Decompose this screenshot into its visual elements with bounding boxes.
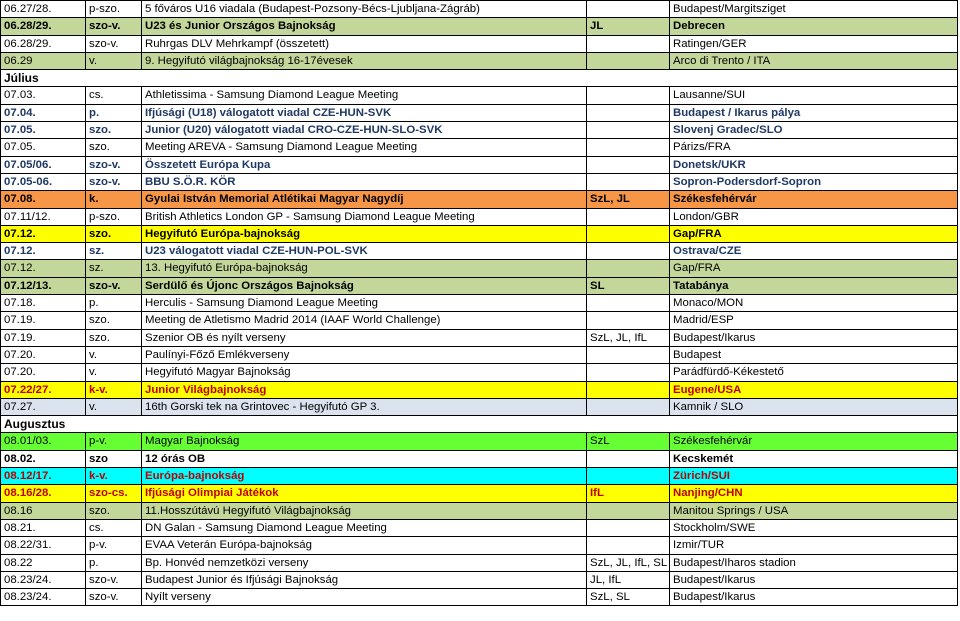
date-cell: 08.16/28. <box>1 485 86 502</box>
category-cell <box>587 87 670 104</box>
venue-cell: Budapest/Iharos stadion <box>670 554 958 571</box>
table-row <box>1 589 958 606</box>
category-cell <box>587 537 670 554</box>
day-cell: szo-v. <box>86 589 142 606</box>
month-header-row <box>1 70 958 87</box>
event-cell: Meeting de Atletismo Madrid 2014 (IAAF World Challenge) <box>142 312 587 329</box>
category-cell <box>587 104 670 121</box>
table-row <box>1 225 958 242</box>
venue-cell: Arco di Trento / ITA <box>670 52 958 69</box>
category-cell: SzL, JL, IfL, SL <box>587 554 670 571</box>
date-cell: 07.11/12. <box>1 208 86 225</box>
category-cell: SzL, JL <box>587 191 670 208</box>
event-cell: 16th Gorski tek na Grintovec - Hegyifutó GP 3. <box>142 398 587 415</box>
venue-cell: Monaco/MON <box>670 295 958 312</box>
date-cell: 06.28/29. <box>1 35 86 52</box>
category-cell <box>587 1 670 18</box>
table-row <box>1 18 958 35</box>
day-cell: szo. <box>86 312 142 329</box>
event-cell: Serdülő és Újonc Országos Bajnokság <box>142 277 587 294</box>
date-cell: 07.20. <box>1 346 86 363</box>
event-cell: DN Galan - Samsung Diamond League Meeting <box>142 519 587 536</box>
day-cell: v. <box>86 364 142 381</box>
date-cell: 07.27. <box>1 398 86 415</box>
event-cell: U23 és Junior Országos Bajnokság <box>142 18 587 35</box>
venue-cell: Manitou Springs / USA <box>670 502 958 519</box>
category-cell: JL, IfL <box>587 571 670 588</box>
table-row <box>1 243 958 260</box>
category-cell <box>587 260 670 277</box>
event-cell: EVAA Veterán Európa-bajnokság <box>142 537 587 554</box>
day-cell: szo-v. <box>86 18 142 35</box>
day-cell: p-v. <box>86 433 142 450</box>
venue-cell: Parádfürdő-Kékestető <box>670 364 958 381</box>
date-cell: 08.22/31. <box>1 537 86 554</box>
schedule-table-body <box>1 1 958 606</box>
date-cell: 08.02. <box>1 450 86 467</box>
event-cell: 9. Hegyifutó világbajnokság 16-17évesek <box>142 52 587 69</box>
day-cell: szo-v. <box>86 571 142 588</box>
table-row <box>1 122 958 139</box>
table-row <box>1 468 958 485</box>
date-cell: 08.01/03. <box>1 433 86 450</box>
date-cell: 08.21. <box>1 519 86 536</box>
table-row <box>1 173 958 190</box>
month-label: Július <box>1 70 958 87</box>
date-cell: 07.12. <box>1 243 86 260</box>
venue-cell: Nanjing/CHN <box>670 485 958 502</box>
venue-cell: London/GBR <box>670 208 958 225</box>
category-cell <box>587 468 670 485</box>
category-cell <box>587 295 670 312</box>
venue-cell: Székesfehérvár <box>670 433 958 450</box>
date-cell: 07.12. <box>1 260 86 277</box>
event-cell: Összetett Európa Kupa <box>142 156 587 173</box>
venue-cell: Ostrava/CZE <box>670 243 958 260</box>
table-row <box>1 156 958 173</box>
day-cell: szo-cs. <box>86 485 142 502</box>
table-row <box>1 295 958 312</box>
category-cell <box>587 122 670 139</box>
venue-cell: Tatabánya <box>670 277 958 294</box>
event-cell: Ifjúsági Olimpiai Játékok <box>142 485 587 502</box>
date-cell: 07.19. <box>1 312 86 329</box>
table-row <box>1 381 958 398</box>
table-row <box>1 312 958 329</box>
day-cell: szo-v. <box>86 277 142 294</box>
day-cell: p. <box>86 104 142 121</box>
day-cell: cs. <box>86 519 142 536</box>
date-cell: 06.29 <box>1 52 86 69</box>
table-row <box>1 1 958 18</box>
month-header-row <box>1 416 958 433</box>
category-cell <box>587 398 670 415</box>
day-cell: szo. <box>86 329 142 346</box>
date-cell: 08.12/17. <box>1 468 86 485</box>
event-cell: Európa-bajnokság <box>142 468 587 485</box>
table-row <box>1 104 958 121</box>
event-cell: Herculis - Samsung Diamond League Meeting <box>142 295 587 312</box>
event-cell: Bp. Honvéd nemzetközi verseny <box>142 554 587 571</box>
table-row <box>1 485 958 502</box>
day-cell: sz. <box>86 243 142 260</box>
event-cell: Paulínyi-Főző Emlékverseny <box>142 346 587 363</box>
day-cell: k-v. <box>86 381 142 398</box>
day-cell: szo. <box>86 225 142 242</box>
table-row <box>1 139 958 156</box>
event-cell: Szenior OB és nyílt verseny <box>142 329 587 346</box>
date-cell: 07.20. <box>1 364 86 381</box>
venue-cell: Székesfehérvár <box>670 191 958 208</box>
day-cell: v. <box>86 52 142 69</box>
day-cell: szo. <box>86 502 142 519</box>
venue-cell: Párizs/FRA <box>670 139 958 156</box>
table-row <box>1 502 958 519</box>
table-row <box>1 35 958 52</box>
date-cell: 06.27/28. <box>1 1 86 18</box>
category-cell: SzL, SL <box>587 589 670 606</box>
venue-cell: Gap/FRA <box>670 260 958 277</box>
table-row <box>1 519 958 536</box>
table-row <box>1 398 958 415</box>
event-cell: Hegyifutó Európa-bajnokság <box>142 225 587 242</box>
venue-cell: Budapest/Margitsziget <box>670 1 958 18</box>
venue-cell: Izmir/TUR <box>670 537 958 554</box>
date-cell: 07.03. <box>1 87 86 104</box>
venue-cell: Zürich/SUI <box>670 468 958 485</box>
date-cell: 07.05. <box>1 122 86 139</box>
event-cell: Junior Világbajnokság <box>142 381 587 398</box>
category-cell: SzL, JL, IfL <box>587 329 670 346</box>
category-cell: SL <box>587 277 670 294</box>
date-cell: 06.28/29. <box>1 18 86 35</box>
event-cell: BBU S.Ö.R. KÖR <box>142 173 587 190</box>
day-cell: szo <box>86 450 142 467</box>
day-cell: p-szo. <box>86 1 142 18</box>
day-cell: k. <box>86 191 142 208</box>
day-cell: szo-v. <box>86 156 142 173</box>
date-cell: 08.16 <box>1 502 86 519</box>
category-cell <box>587 208 670 225</box>
venue-cell: Lausanne/SUI <box>670 87 958 104</box>
date-cell: 07.18. <box>1 295 86 312</box>
date-cell: 08.22 <box>1 554 86 571</box>
table-row <box>1 433 958 450</box>
event-cell: 11.Hosszútávú Hegyifutó Világbajnokság <box>142 502 587 519</box>
day-cell: v. <box>86 398 142 415</box>
date-cell: 07.05/06. <box>1 156 86 173</box>
table-row <box>1 208 958 225</box>
category-cell <box>587 225 670 242</box>
table-row <box>1 554 958 571</box>
venue-cell: Slovenj Gradec/SLO <box>670 122 958 139</box>
day-cell: szo-v. <box>86 173 142 190</box>
event-cell: Ruhrgas DLV Mehrkampf (összetett) <box>142 35 587 52</box>
table-row <box>1 191 958 208</box>
venue-cell: Budapest/Ikarus <box>670 589 958 606</box>
venue-cell: Budapest/Ikarus <box>670 571 958 588</box>
table-row <box>1 277 958 294</box>
table-row <box>1 260 958 277</box>
venue-cell: Kamnik / SLO <box>670 398 958 415</box>
date-cell: 07.19. <box>1 329 86 346</box>
table-row <box>1 450 958 467</box>
category-cell <box>587 139 670 156</box>
event-cell: Junior (U20) válogatott viadal CRO-CZE-HUN-SLO-SVK <box>142 122 587 139</box>
event-cell: Nyílt verseny <box>142 589 587 606</box>
venue-cell: Eugene/USA <box>670 381 958 398</box>
category-cell <box>587 519 670 536</box>
venue-cell: Budapest/Ikarus <box>670 329 958 346</box>
event-cell: 5 főváros U16 viadala (Budapest-Pozsony-Bécs-Ljubljana-Zágráb) <box>142 1 587 18</box>
day-cell: v. <box>86 346 142 363</box>
date-cell: 08.23/24. <box>1 589 86 606</box>
event-cell: British Athletics London GP - Samsung Diamond League Meeting <box>142 208 587 225</box>
event-cell: U23 válogatott viadal CZE-HUN-POL-SVK <box>142 243 587 260</box>
table-row <box>1 537 958 554</box>
event-cell: Ifjúsági (U18) válogatott viadal CZE-HUN-SVK <box>142 104 587 121</box>
date-cell: 07.05-06. <box>1 173 86 190</box>
category-cell <box>587 450 670 467</box>
category-cell <box>587 346 670 363</box>
category-cell: JL <box>587 18 670 35</box>
table-row <box>1 364 958 381</box>
category-cell <box>587 156 670 173</box>
category-cell <box>587 381 670 398</box>
venue-cell: Madrid/ESP <box>670 312 958 329</box>
date-cell: 07.12. <box>1 225 86 242</box>
day-cell: p-v. <box>86 537 142 554</box>
venue-cell: Kecskemét <box>670 450 958 467</box>
date-cell: 08.23/24. <box>1 571 86 588</box>
event-cell: Gyulai István Memorial Atlétikai Magyar Nagydíj <box>142 191 587 208</box>
table-row <box>1 52 958 69</box>
day-cell: szo. <box>86 139 142 156</box>
event-cell: 13. Hegyifutó Európa-bajnokság <box>142 260 587 277</box>
day-cell: p. <box>86 554 142 571</box>
category-cell: IfL <box>587 485 670 502</box>
day-cell: szo-v. <box>86 35 142 52</box>
category-cell <box>587 52 670 69</box>
date-cell: 07.12/13. <box>1 277 86 294</box>
category-cell <box>587 364 670 381</box>
day-cell: sz. <box>86 260 142 277</box>
date-cell: 07.22/27. <box>1 381 86 398</box>
venue-cell: Donetsk/UKR <box>670 156 958 173</box>
category-cell: SzL <box>587 433 670 450</box>
category-cell <box>587 312 670 329</box>
category-cell <box>587 35 670 52</box>
day-cell: cs. <box>86 87 142 104</box>
venue-cell: Stockholm/SWE <box>670 519 958 536</box>
date-cell: 07.08. <box>1 191 86 208</box>
event-cell: Meeting AREVA - Samsung Diamond League Meeting <box>142 139 587 156</box>
event-cell: Magyar Bajnokság <box>142 433 587 450</box>
category-cell <box>587 243 670 260</box>
day-cell: szo. <box>86 122 142 139</box>
venue-cell: Budapest <box>670 346 958 363</box>
venue-cell: Debrecen <box>670 18 958 35</box>
venue-cell: Ratingen/GER <box>670 35 958 52</box>
date-cell: 07.04. <box>1 104 86 121</box>
table-row <box>1 329 958 346</box>
day-cell: p. <box>86 295 142 312</box>
venue-cell: Gap/FRA <box>670 225 958 242</box>
event-cell: Budapest Junior és Ifjúsági Bajnokság <box>142 571 587 588</box>
event-cell: 12 órás OB <box>142 450 587 467</box>
date-cell: 07.05. <box>1 139 86 156</box>
category-cell <box>587 502 670 519</box>
day-cell: p-szo. <box>86 208 142 225</box>
venue-cell: Budapest / Ikarus pálya <box>670 104 958 121</box>
venue-cell: Sopron-Podersdorf-Sopron <box>670 173 958 190</box>
event-cell: Hegyifutó Magyar Bajnokság <box>142 364 587 381</box>
day-cell: k-v. <box>86 468 142 485</box>
category-cell <box>587 173 670 190</box>
table-row <box>1 346 958 363</box>
month-label: Augusztus <box>1 416 958 433</box>
event-cell: Athletissima - Samsung Diamond League Meeting <box>142 87 587 104</box>
table-row <box>1 87 958 104</box>
table-row <box>1 571 958 588</box>
